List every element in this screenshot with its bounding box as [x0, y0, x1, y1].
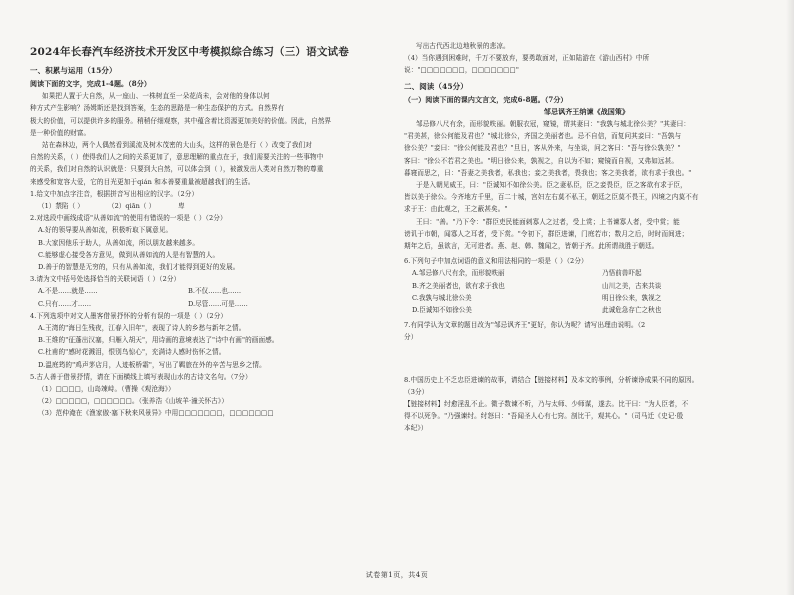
text-line: 邹忌修八尺有余，而形貌昳丽。朝服衣冠，窥镜，谓其妻曰："我孰与城北徐公美？"其妻曰： [416, 120, 691, 129]
scan-shadow [786, 0, 794, 595]
option: 卑 [178, 202, 185, 211]
question-7: 7.有同学认为文章的题目改为"邹忌讽齐王"更好，你认为呢？请写出理由说明。（2 [404, 321, 646, 330]
question-6-option [404, 292, 769, 304]
option: A.不是……就是…… [38, 287, 98, 296]
option: C.杜甫的"感时花溅泪，恨别鸟惊心"，充满诗人感时伤怀之情。 [38, 348, 226, 357]
text-line: 是一种价值的财富。 [30, 128, 91, 137]
text-line: 皆以美于徐公。今齐地方千里，百二十城，宫妇左右莫不私王，朝廷之臣莫不畏王，四境之内莫不有 [404, 193, 699, 202]
option: B.齐之美丽者也，欲有求于我也 [412, 281, 505, 290]
question-8: 8.中国历史上不乏忠臣进谏的故事，请结合【链接材料】及本文的事例，分析谏诤成果不同的原因。 [404, 375, 699, 384]
question-5: 5.古人善于借景抒情，请在下面横线上填写表现山水的古诗文名句。（7分） [30, 372, 252, 381]
fill-in-item: （2）□□□□□，□□□□□□。（张养浩《山坡羊·潼关怀古》） [38, 397, 229, 406]
text-line: 站在森林边，两个人偶然看到溪流及树木茂密的大山头，这样的景色是行（ ）改变了我们对 [42, 141, 312, 150]
text-line: 说："□□□□□□□，□□□□□□□" [404, 66, 519, 75]
link-material: 本纪》） [404, 424, 428, 433]
text-line: 来感受和宽容大爱，它的目光更加于qián 和本善要重量被超越我们的生活。 [30, 177, 255, 186]
text-line: 谤讥于市朝，闻寡人之耳者，受下赏。"令初下，群臣进谏，门庭若市；数月之后，时时而间进； [404, 229, 689, 238]
text-line: 的关系，我们对自然的认识就是：只要到大自然，可以体会到（ ），被激发出人类对自然万物的尊重 [30, 165, 324, 174]
option: （2）qiān（ ） [108, 202, 156, 211]
option: A.好的领导要从善如流，积极听取下属意见。 [38, 226, 173, 235]
fill-in-item: （3）范仲淹在《渔家傲·塞下秋来风景异》中用□□□□□□□，□□□□□□□ [38, 409, 274, 418]
instruction-1: 阅读下面的文字，完成1-4题。（8分） [30, 79, 151, 88]
option: 此诚危急存亡之秋也 [602, 306, 662, 315]
text-line: 种方式产生影响？汤姆斯还是找到答案，生态的思路是一种生态保护的方式。自然界有 [30, 104, 285, 113]
option: C.能够虚心接受各方意见，做到从善如流的人是有智慧的人。 [38, 250, 220, 259]
question-2: 2.对选段中画线成语"从善如流"的使用有错误的一项是（ ）（2分） [30, 214, 227, 223]
text-line: 客曰："徐公不若君之美也。"明日徐公来，孰视之，自以为不如；窥镜而自视，又弗如远甚。 [404, 156, 679, 165]
page-title: 2024年长春汽车经济技术开发区中考模拟综合练习（三）语文试卷 [30, 46, 349, 58]
sub-section-heading: （一）阅读下面的课内文言文，完成6-8题。（7分） [404, 94, 568, 104]
option: 乃悟前兽吓起 [602, 269, 642, 278]
option: B.大家因他乐于助人，从善如流，所以朋友越来越多。 [38, 238, 200, 247]
text-line: 王曰："善。"乃下令："群臣吏民能面刺寡人之过者，受上赏；上书谏寡人者，受中赏；能 [416, 217, 680, 226]
question-3: 3.请为文中括号处选择恰当的关联词语（ ）（2分） [30, 275, 181, 284]
question-6-option [404, 280, 769, 292]
text-line: （4）当你遇到困难时，千万不要放弃，要勇敢面对，正如陆游在《游山西村》中所 [404, 54, 650, 63]
question-1: 1.给文中加点字注音，根据拼音写出相应的汉字。（2分） [30, 189, 199, 198]
option: D.尽管……可是…… [188, 299, 248, 308]
option: C.只有……才…… [38, 299, 92, 308]
section-heading-2: 二、阅读（45分） [404, 81, 468, 91]
question-8-cont: （3分） [404, 387, 429, 396]
text-line: 暮寝而思之，曰："吾妻之美我者，私我也；妾之美我者，畏我也；客之美我者，欲有求于我也。" [404, 168, 692, 177]
page-footer: 试卷第1页，共4页 [365, 571, 429, 579]
text-line: 极大的价值，可以提供许多的服务。稍稍仔细观察，其中蕴含着比资源更加美好的价值。因此，自然界 [30, 116, 332, 125]
question-6-option [404, 304, 769, 316]
text-line: 如果把人置于大自然，从一座山、一株树直至一朵花尚未，会对他的身体以何 [42, 92, 270, 101]
option: C.我孰与城北徐公美 [412, 293, 472, 302]
text-line: 期年之后，虽欲言，无可进者。燕、赵、韩、魏闻之，皆朝于齐。此所谓战胜于朝廷。 [404, 242, 659, 251]
question-1-options [30, 200, 395, 212]
text-line: 写出古代西北边地秋景的悲凉。 [416, 42, 510, 50]
question-3-options [30, 298, 395, 310]
option: D.善于的智慧是无穷的，只有从善如流，我们才能得到更好的发展。 [38, 263, 240, 272]
right-column [404, 40, 769, 435]
text-line: 自然的关系，（ ）使得我们人之间的关系更加了，意思理解的重点在于，我们需要关注的一些事物中 [30, 153, 324, 162]
left-column [30, 64, 395, 420]
question-3-options [30, 285, 395, 297]
text-line: "君美甚，徐公何能及君也？"城北徐公，齐国之美丽者也。忌不自信，而复问其妾曰："吾孰与 [404, 132, 682, 141]
link-material: 得不以死争。"乃强谏纣。纣怒曰："吾闻圣人心有七窍。剖比干，观其心。"（司马迁《史记·殷 [404, 412, 684, 421]
option: （1）禁陷（ ） [38, 202, 84, 211]
option: D.臣诚知不如徐公美 [412, 306, 472, 315]
question-6-option [404, 267, 769, 279]
section-heading-1: 一、积累与运用（15分） [30, 66, 117, 75]
option: 明日徐公来，孰视之 [602, 293, 662, 302]
option: A.王湾的"海日生残夜，江春入旧年"，表现了诗人的乡愁与新年之情。 [38, 324, 246, 333]
question-4: 4.下列选项中对文人墨客借景抒怀的分析有误的一项是（ ）（2分） [30, 311, 228, 320]
passage-paragraph-1 [30, 90, 395, 139]
passage-paragraph-2 [30, 139, 395, 188]
option: B.不仅……也…… [188, 287, 242, 296]
option: B.王维的"征蓬出汉塞，归雁入胡天"，用诗画的意境表达了"诗中有画"的画面感。 [38, 336, 279, 345]
text-line: 徐公美？"妾曰："徐公何能及君也？"旦日，客从外来，与坐谈，问之客曰："吾与徐公孰美？" [404, 144, 681, 153]
text-line: 求于王：由此观之，王之蔽甚矣。" [404, 205, 508, 214]
option: D.温庭筠的"鸡声茅店月，人迹板桥霜"，写出了羁旅在外的辛苦与思乡之情。 [38, 360, 266, 369]
text-line: 于是入朝见威王，曰："臣诚知不如徐公美。臣之妻私臣，臣之妾畏臣，臣之客欲有求于臣， [416, 181, 687, 190]
option: 山川之美，古来共谈 [602, 281, 662, 290]
passage-title: 邹忌讽齐王纳谏《战国策》 [543, 106, 630, 116]
link-material: 【链接材料】纣愈淫乱不止。微子数谏不听，乃与太师、少师谋，遂去。比干曰："为人臣者，不 [404, 400, 689, 409]
question-7-cont: 分） [404, 333, 418, 342]
option: A.邹忌修八尺有余，而形貌昳丽 [412, 269, 505, 278]
question-6: 6.下列句子中加点词语的意义和用法相同的一项是（ ）（2分） [404, 257, 588, 266]
fill-in-item: （1）□□□□，山岛竦峙。（曹操《观沧海》） [38, 385, 175, 394]
classical-passage [404, 118, 769, 252]
